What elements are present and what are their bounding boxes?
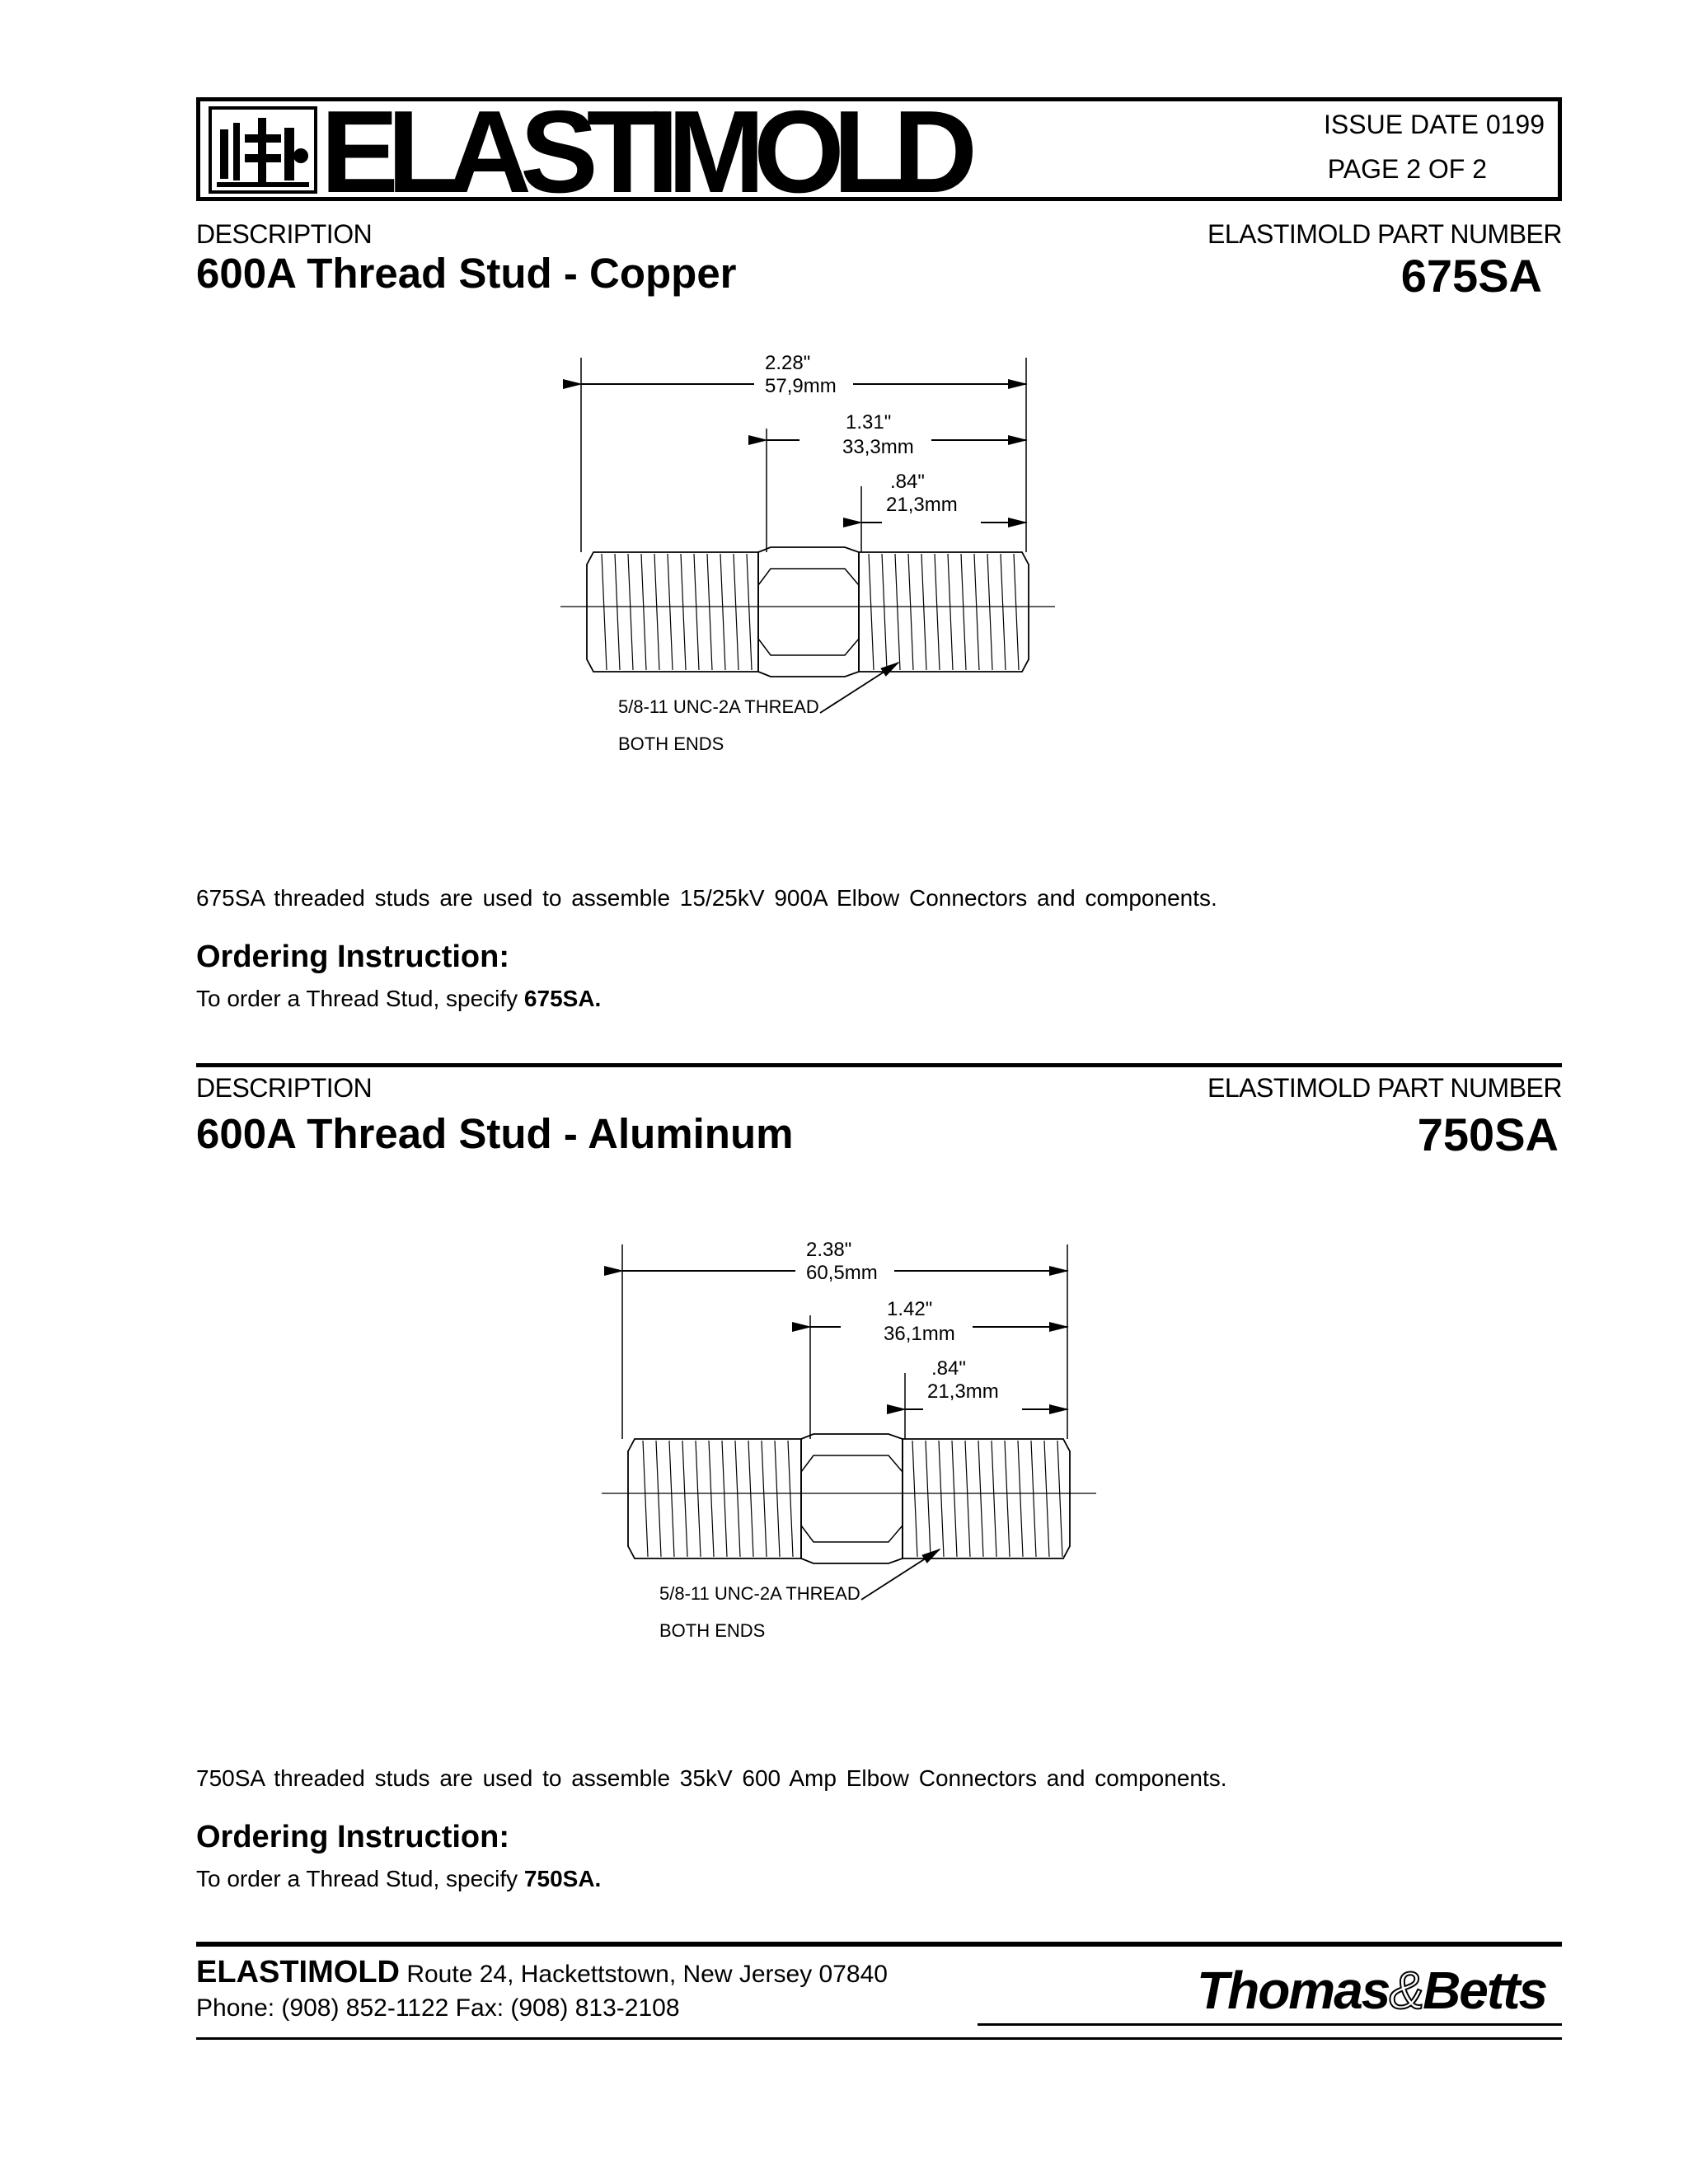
footer-phone: Phone: (908) 852-1122 Fax: (908) 813-2108 <box>196 1994 680 2022</box>
dim-mid-in: 1.31" <box>846 411 892 434</box>
thread-note-2: 5/8-11 UNC-2A THREAD <box>659 1583 860 1604</box>
part-number: 675SA <box>1400 250 1542 302</box>
footer-top-rule <box>196 1942 1562 1947</box>
thread-note-ends-2: BOTH ENDS <box>659 1620 766 1641</box>
description-label: DESCRIPTION <box>196 219 373 249</box>
product-description: 675SA threaded studs are used to assemble 15/25kV 900A Elbow Connectors and components. <box>196 885 1217 911</box>
dim-overall-mm-2: 60,5mm <box>806 1262 878 1284</box>
dim-thread-mm-2: 21,3mm <box>927 1380 999 1403</box>
part-number-label-2: ELASTIMOLD PART NUMBER <box>1207 1073 1562 1103</box>
elastimold-mark-icon <box>209 106 317 194</box>
header-box <box>196 87 1562 218</box>
footer-address: Route 24, Hackettstown, New Jersey 07840 <box>399 1961 888 1988</box>
ordering-part: 675SA. <box>523 986 602 1011</box>
dim-mid-mm: 33,3mm <box>842 436 914 458</box>
footer-logo-rule <box>978 2023 1562 2026</box>
footer-bottom-rule <box>196 2037 1562 2040</box>
ordering-part-2: 750SA. <box>523 1866 602 1891</box>
product-description-2: 750SA threaded studs are used to assemble 35kV 600 Amp Elbow Connectors and components. <box>196 1765 1227 1791</box>
stud-drawing-aluminum <box>577 1233 1113 1661</box>
page-number: PAGE 2 OF 2 <box>1327 154 1487 184</box>
dim-overall-in: 2.28" <box>765 352 811 374</box>
stud-drawing-copper <box>536 346 1071 775</box>
product-title-2: 600A Thread Stud - Aluminum <box>196 1110 794 1157</box>
part-number-2: 750SA <box>1417 1108 1559 1160</box>
part-number-label: ELASTIMOLD PART NUMBER <box>1207 219 1562 249</box>
footer-company <box>196 1955 888 1990</box>
ordering-text-2: To order a Thread Stud, specify 750SA. <box>196 1866 602 1891</box>
dim-thread-in: .84" <box>890 471 925 493</box>
brand-wordmark: ELASTIMOLD <box>321 87 966 218</box>
ordering-heading-2: Ordering Instruction: <box>196 1820 509 1854</box>
description-label-2: DESCRIPTION <box>196 1073 373 1103</box>
product-title: 600A Thread Stud - Copper <box>196 250 737 297</box>
dim-overall-mm: 57,9mm <box>765 375 837 397</box>
issue-date: ISSUE DATE 0199 <box>1324 110 1545 139</box>
dim-mid-mm-2: 36,1mm <box>884 1323 955 1345</box>
dim-thread-mm: 21,3mm <box>886 494 958 516</box>
dim-mid-in-2: 1.42" <box>887 1298 933 1320</box>
ordering-heading: Ordering Instruction: <box>196 940 509 974</box>
thread-note: 5/8-11 UNC-2A THREAD <box>618 696 819 717</box>
dim-thread-in-2: .84" <box>931 1357 966 1380</box>
thread-note-ends: BOTH ENDS <box>618 733 724 754</box>
ordering-text: To order a Thread Stud, specify 675SA. <box>196 986 602 1011</box>
dim-overall-in-2: 2.38" <box>806 1239 852 1261</box>
section-divider <box>196 1063 1562 1067</box>
footer-company-name: ELASTIMOLD <box>196 1955 400 1990</box>
thomas-betts-logo: Thomas&Betts <box>1197 1961 1547 2020</box>
